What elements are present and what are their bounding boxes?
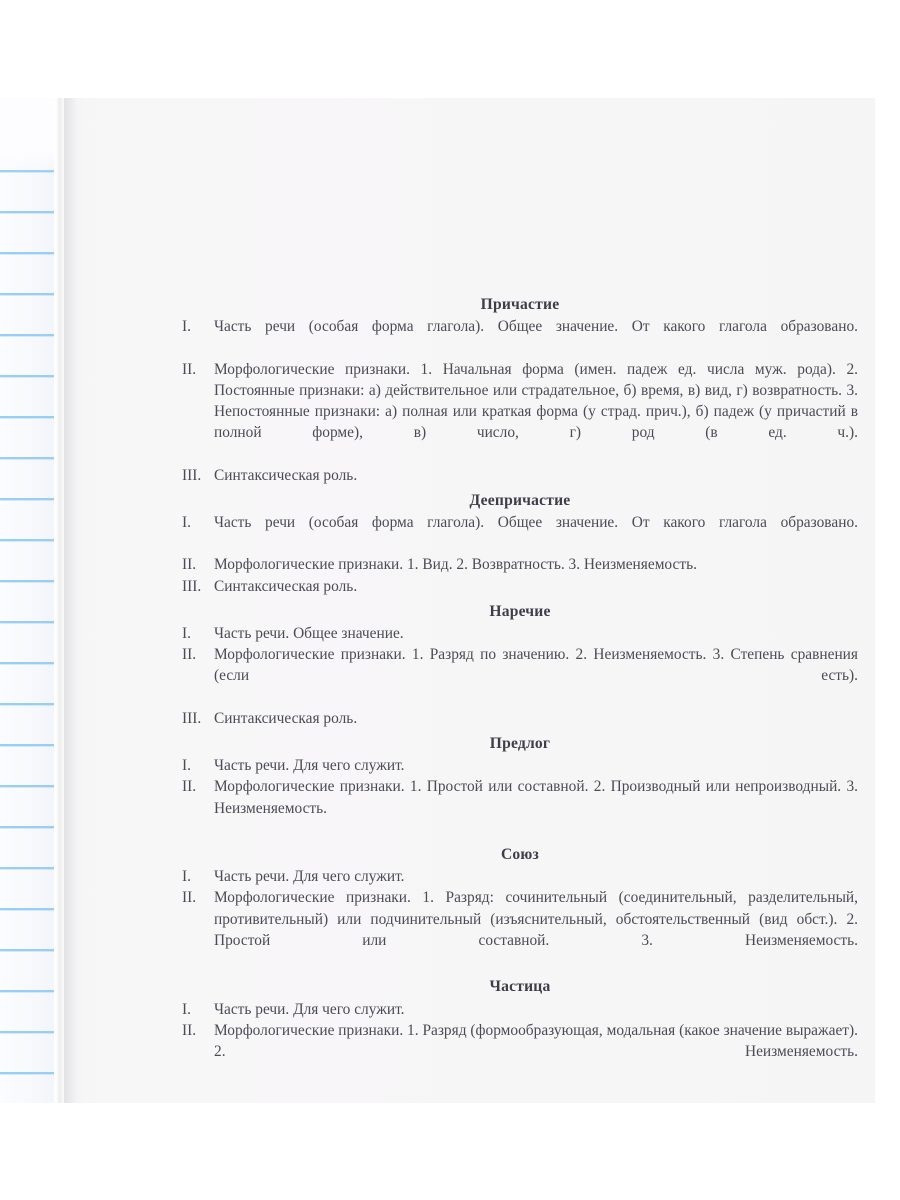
section [182,490,858,597]
section-heading: Причастие [480,296,560,313]
outline-item-numeral: II. [182,360,197,378]
outline-item-text: Синтаксическая роль. [214,577,358,595]
outline-item [182,776,858,840]
outline-item-text: Часть речи. Для чего служит. [214,1000,405,1018]
outline-item [182,999,858,1020]
outline-item-text: Синтаксическая роль. [214,466,358,484]
outline-item-numeral: II. [182,889,197,907]
section-heading: Частица [489,978,551,996]
outline-item-text: Часть речи. Общее значение. [214,625,404,643]
outline-item-numeral: I. [182,318,191,336]
outline-item [182,576,858,597]
outline-item [182,644,858,708]
outline-item-text: Морфологические признаки. 1. Разряд (формообразующая, модальная (какое значение выражает). 2. Неизменяемость. [214,1021,858,1060]
page-content [182,294,858,1083]
outline-item-numeral: III. [182,466,202,484]
outline-item [182,866,858,887]
page-gutter-edge [54,98,64,1103]
outline-item [182,1020,858,1084]
ruled-facing-page [0,98,54,1103]
outline-item [182,623,858,644]
book-page-spread [0,98,875,1103]
outline-item-numeral: I. [182,514,191,532]
text-page [64,98,875,1103]
outline-item-text: Синтаксическая роль. [214,709,358,727]
outline-item-text: Часть речи (особая форма глагола). Общее значение. От какого глагола образовано. [214,318,858,336]
outline-item-numeral: III. [182,709,202,727]
outline-item [182,512,858,554]
outline-item-numeral: I. [182,868,191,886]
outline-item [182,359,858,465]
outline-item-text: Часть речи (особая форма глагола). Общее значение. От какого глагола образовано. [214,514,858,532]
outline-item-text: Морфологические признаки. 1. Разряд по значению. 2. Неизменяемость. 3. Степень сравнения (если есть). [214,646,858,685]
outline-item [182,316,858,358]
outline-item-numeral: I. [182,757,191,775]
section [182,733,858,840]
outline-item-text: Морфологические признаки. 1. Простой или составной. 2. Производный или непроизводный. 3. Неизменяемость. [214,778,858,817]
outline-item-text: Часть речи. Для чего служит. [214,757,405,775]
outline-item-numeral: III. [182,577,202,595]
outline-item-numeral: II. [182,556,197,574]
outline-item-numeral: II. [182,646,197,664]
outline-item-numeral: II. [182,1021,197,1039]
outline-item-text: Часть речи. Для чего служит. [214,868,405,886]
section-heading: Деепричастие [469,491,571,509]
outline-item [182,755,858,776]
section-heading: Наречие [489,602,551,620]
outline-item-text: Морфологические признаки. 1. Начальная форма (имен. падеж ед. числа муж. рода). 2. Постоянные признаки: а) действительное или страдательное, б) время, в) вид, г) возвратность. 3. Непостоянные признаки: а) полная или краткая форма (у страд. прич.), б) падеж (у причастий в полной форме), в) число, г) род (в ед. ч.). [214,360,858,442]
outline-item-numeral: II. [182,778,197,796]
section [182,294,858,486]
section-heading: Предлог [489,735,551,753]
section [182,976,858,1083]
section [182,601,858,729]
outline-item-numeral: I. [182,1000,191,1018]
section-heading: Союз [500,846,540,864]
outline-item [182,465,858,486]
outline-item-numeral: I. [182,625,191,643]
outline-item-text: Морфологические признаки. 1. Разряд: сочинительный (соединительный, разделительный, противительный) или подчинительный (изъяснительный, обстоятельственный (вид обст.). 2. Простой или составной. 3. Неизменяемость. [214,889,858,949]
section [182,844,858,972]
outline-item [182,554,858,575]
outline-item [182,887,858,972]
outline-item-text: Морфологические признаки. 1. Вид. 2. Возвратность. 3. Неизменяемость. [214,556,697,574]
outline-item [182,708,858,729]
